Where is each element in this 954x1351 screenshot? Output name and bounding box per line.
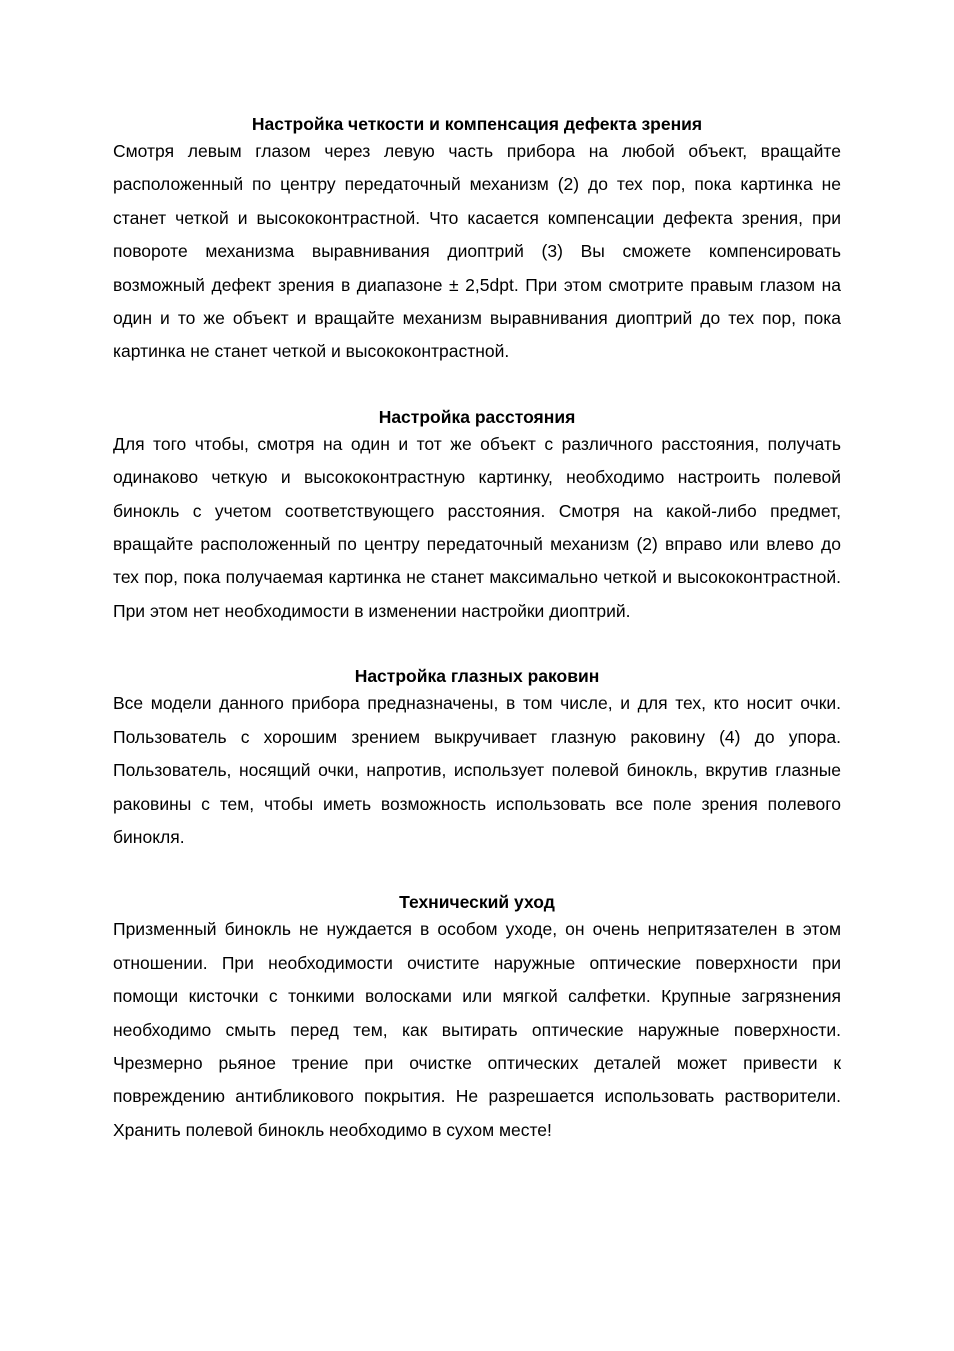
section-maintenance [113, 890, 841, 1147]
section-eyecups [113, 664, 841, 854]
section-title: Настройка глазных раковин [354, 666, 600, 687]
section-body: Смотря левым глазом через левую часть прибора на любой объект, вращайте расположенный по центру передаточный механизм (2) до тех пор, пока картинка не станет четкой и высококонтрастной. Что касается компенсации дефекта зрения, при повороте механизма выравнивания диоптрий (3) Вы сможете компенсировать возможный дефект зрения в диапазоне ± 2,5dpt. При этом смотрите правым глазом на один и то же объект и вращайте механизм выравнивания диоптрий до тех пор, пока картинка не станет четкой и высококонтрастной. [113, 141, 841, 362]
section-title: Технический уход [399, 892, 555, 913]
section-body: Все модели данного прибора предназначены, в том числе, и для тех, кто носит очки. Пользователь с хорошим зрением выкручивает глазную раковину (4) до упора. Пользователь, носящий очки, напротив, использует полевой бинокль, вкрутив глазные раковины с тем, чтобы иметь возможность использовать все поле зрения полевого бинокля. [113, 693, 841, 847]
section-distance [113, 405, 841, 628]
section-body: Призменный бинокль не нуждается в особом уходе, он очень непритязателен в этом отношении. При необходимости очистите наружные оптические поверхности при помощи кисточки с тонкими волосками или мягкой салфетки. Крупные загрязнения необходимо смыть перед тем, как вытирать оптические наружные поверхности. Чрезмерно рьяное трение при очистке оптических деталей может привести к повреждению антибликового покрытия. Не разрешается использовать растворители. Хранить полевой бинокль необходимо в сухом месте! [113, 919, 841, 1140]
document-content [113, 112, 841, 1147]
section-body: Для того чтобы, смотря на один и тот же объект с различного расстояния, получать одинаково четкую и высококонтрастную картинку, необходимо настроить полевой бинокль с учетом соответствующего расстояния. Смотря на какой-либо предмет, вращайте расположенный по центру передаточный механизм (2) вправо или влево до тех пор, пока получаемая картинка не станет максимально четкой и высококонтрастной. При этом нет необходимости в изменении настройки диоптрий. [113, 433, 841, 621]
section-sharpness [113, 112, 841, 369]
section-title: Настройка четкости и компенсация дефекта зрения [251, 114, 703, 134]
section-title: Настройка расстояния [378, 406, 576, 427]
